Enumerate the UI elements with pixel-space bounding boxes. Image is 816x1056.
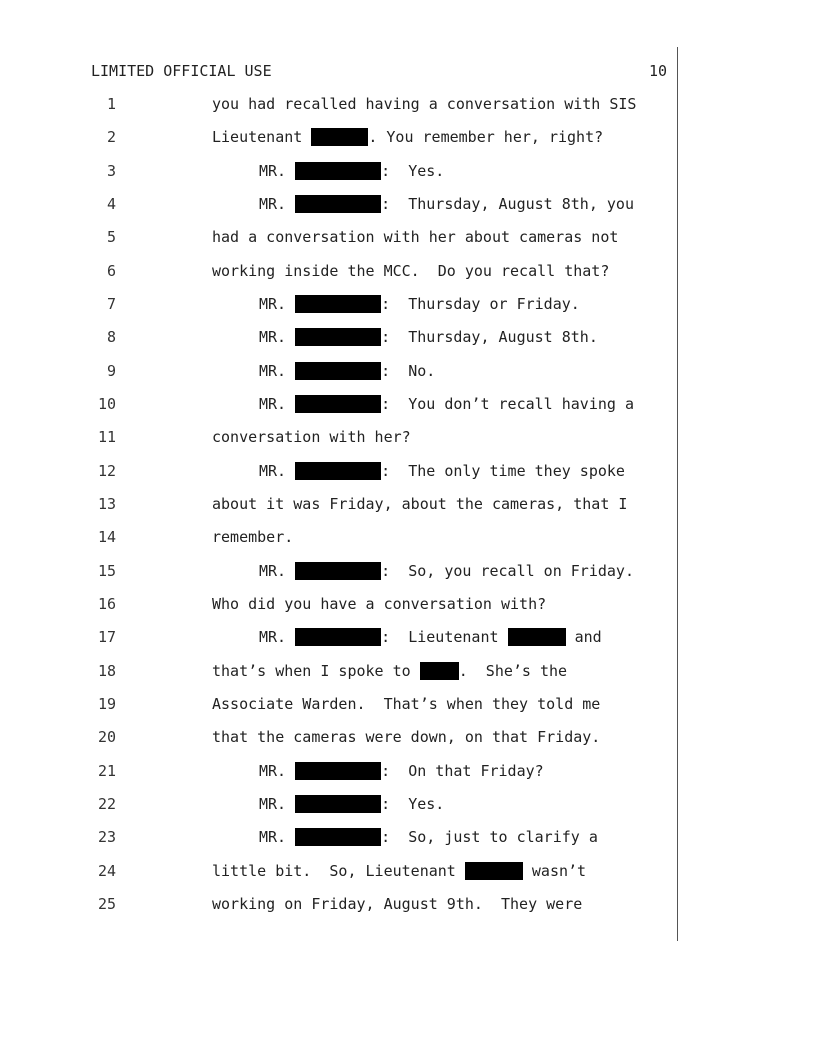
text-segment: MR.	[259, 361, 296, 380]
line-number: 21	[97, 761, 116, 780]
redaction-block	[311, 128, 368, 146]
line-number: 7	[106, 294, 116, 313]
speaker-line-text	[259, 328, 598, 346]
text-segment: MR.	[259, 794, 296, 813]
text-segment: : Yes.	[381, 161, 445, 180]
line-number: 13	[97, 494, 116, 513]
transcript-line	[0, 428, 816, 461]
line-number: 24	[97, 861, 116, 880]
text-segment: : You don’t recall having a	[381, 394, 634, 413]
text-segment: MR.	[259, 194, 296, 213]
text-segment: MR.	[259, 461, 296, 480]
redaction-block	[295, 628, 381, 646]
transcript-line	[0, 95, 816, 128]
line-text	[212, 262, 609, 280]
text-segment: MR.	[259, 328, 296, 347]
line-number: 8	[106, 328, 116, 347]
transcript-line	[0, 828, 816, 861]
text-segment: MR.	[259, 561, 296, 580]
text-segment: : On that Friday?	[381, 761, 544, 780]
transcript-line	[0, 662, 816, 695]
speaker-line-text	[259, 628, 602, 646]
speaker-line-text	[259, 295, 580, 313]
line-number: 12	[97, 461, 116, 480]
text-segment: : Thursday or Friday.	[381, 294, 580, 313]
transcript-body	[0, 95, 816, 928]
line-number: 15	[97, 561, 116, 580]
transcript-line	[0, 895, 816, 928]
line-number: 17	[97, 628, 116, 647]
line-text	[212, 128, 603, 146]
transcript-line	[0, 362, 816, 395]
speaker-line-text	[259, 162, 444, 180]
line-number: 9	[106, 361, 116, 380]
text-segment: and	[565, 628, 602, 647]
text-segment: that’s when I spoke to	[212, 661, 420, 680]
redaction-block	[465, 862, 523, 880]
text-segment: little bit. So, Lieutenant	[212, 861, 465, 880]
transcript-line	[0, 495, 816, 528]
text-segment: : Thursday, August 8th.	[381, 328, 598, 347]
text-segment: Associate Warden. That’s when they told me	[212, 694, 601, 713]
transcript-line	[0, 128, 816, 161]
redaction-block	[295, 762, 381, 780]
text-segment: : So, just to clarify a	[381, 828, 598, 847]
text-segment: MR.	[259, 161, 296, 180]
transcript-line	[0, 228, 816, 261]
transcript-line	[0, 328, 816, 361]
transcript-line	[0, 562, 816, 595]
text-segment: wasn’t	[522, 861, 587, 880]
text-segment: : Yes.	[381, 794, 445, 813]
transcript-line	[0, 595, 816, 628]
line-number: 22	[97, 794, 116, 813]
line-text	[212, 528, 293, 546]
transcript-line	[0, 862, 816, 895]
line-number: 14	[97, 528, 116, 547]
line-text	[212, 595, 546, 613]
line-text	[212, 662, 567, 680]
text-segment: MR.	[259, 394, 296, 413]
redaction-block	[295, 462, 381, 480]
text-segment: . You remember her, right?	[368, 128, 604, 147]
line-number: 16	[97, 594, 116, 613]
redaction-block	[508, 628, 566, 646]
transcript-line	[0, 628, 816, 661]
line-text	[212, 495, 627, 513]
speaker-line-text	[259, 828, 598, 846]
redaction-block	[295, 328, 381, 346]
line-number: 23	[97, 828, 116, 847]
transcript-line	[0, 762, 816, 795]
page-number: 10	[648, 62, 667, 80]
redaction-block	[295, 362, 381, 380]
redaction-block	[295, 162, 381, 180]
text-segment: conversation with her?	[212, 428, 411, 447]
redaction-block	[295, 195, 381, 213]
line-number: 19	[97, 694, 116, 713]
text-segment: Lieutenant	[212, 128, 312, 147]
speaker-line-text	[259, 562, 634, 580]
line-text	[212, 428, 411, 446]
text-segment: : Thursday, August 8th, you	[381, 194, 634, 213]
classification-header: LIMITED OFFICIAL USE	[91, 62, 272, 80]
speaker-line-text	[259, 462, 625, 480]
line-number: 4	[106, 194, 116, 213]
line-number: 10	[97, 394, 116, 413]
transcript-line	[0, 295, 816, 328]
line-number: 11	[97, 428, 116, 447]
line-number: 18	[97, 661, 116, 680]
speaker-line-text	[259, 795, 444, 813]
line-text	[212, 862, 586, 880]
line-number: 6	[106, 261, 116, 280]
speaker-line-text	[259, 195, 634, 213]
transcript-line	[0, 162, 816, 195]
text-segment: : So, you recall on Friday.	[381, 561, 634, 580]
speaker-line-text	[259, 762, 544, 780]
line-number: 2	[106, 128, 116, 147]
transcript-line	[0, 728, 816, 761]
text-segment: : The only time they spoke	[381, 461, 625, 480]
line-number: 25	[97, 894, 116, 913]
line-number: 5	[106, 228, 116, 247]
line-text	[212, 95, 636, 113]
text-segment: . She’s the	[458, 661, 568, 680]
text-segment: : No.	[381, 361, 436, 380]
text-segment: Who did you have a conversation with?	[212, 594, 547, 613]
text-segment: MR.	[259, 761, 296, 780]
redaction-block	[295, 395, 381, 413]
transcript-line	[0, 528, 816, 561]
line-text	[212, 895, 582, 913]
transcript-line	[0, 262, 816, 295]
transcript-line	[0, 695, 816, 728]
text-segment: remember.	[212, 528, 294, 547]
text-segment: MR.	[259, 294, 296, 313]
speaker-line-text	[259, 395, 634, 413]
text-segment: : Lieutenant	[381, 628, 508, 647]
redaction-block	[295, 795, 381, 813]
line-text	[212, 228, 618, 246]
line-text	[212, 728, 600, 746]
text-segment: working on Friday, August 9th. They were	[212, 894, 583, 913]
transcript-line	[0, 195, 816, 228]
text-segment: that the cameras were down, on that Friday.	[212, 728, 601, 747]
text-segment: you had recalled having a conversation with SIS	[212, 95, 637, 113]
text-segment: MR.	[259, 828, 296, 847]
text-segment: had a conversation with her about cameras not	[212, 228, 619, 247]
redaction-block	[295, 562, 381, 580]
transcript-line	[0, 395, 816, 428]
line-text	[212, 695, 600, 713]
line-number: 20	[97, 728, 116, 747]
redaction-block	[295, 295, 381, 313]
text-segment: about it was Friday, about the cameras, that I	[212, 494, 628, 513]
redaction-block	[295, 828, 381, 846]
text-segment: working inside the MCC. Do you recall that?	[212, 261, 610, 280]
redaction-block	[420, 662, 459, 680]
transcript-line	[0, 462, 816, 495]
line-number: 3	[106, 161, 116, 180]
text-segment: MR.	[259, 628, 296, 647]
transcript-line	[0, 795, 816, 828]
speaker-line-text	[259, 362, 435, 380]
line-number: 1	[106, 95, 116, 113]
